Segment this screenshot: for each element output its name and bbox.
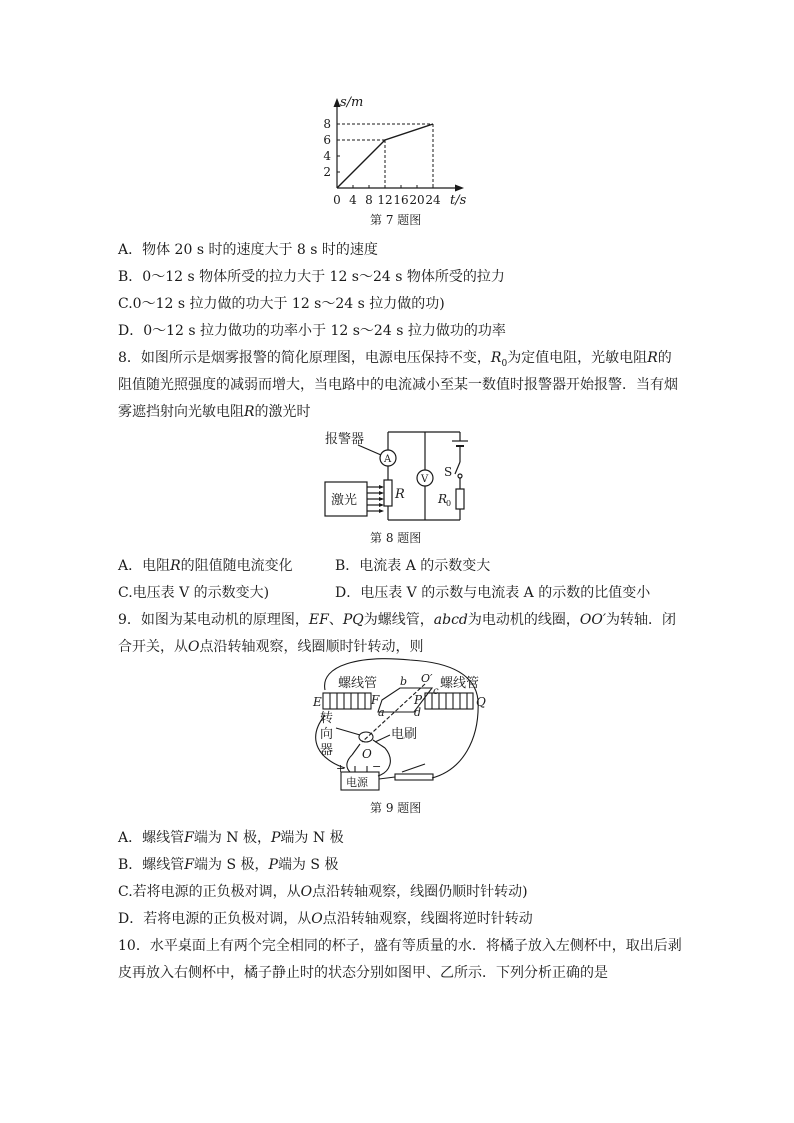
fig9-commutator <box>359 732 373 742</box>
q8-stem-line2: 阻值随光照强度的减弱而增大，当电路中的电流减小至某一数值时报警器开始报警．当有烟 <box>118 377 678 393</box>
fig7-x-arrow <box>455 185 464 192</box>
fig9-label-q: Q <box>476 695 486 709</box>
fig7-ytick-6: 6 <box>323 133 331 147</box>
fig9-label-a: a <box>378 706 385 719</box>
fig9-coil-abcd <box>378 688 432 712</box>
fig8-laser-box <box>325 482 367 516</box>
q9-option-d: D．若将电源的正负极对调，从O点沿转轴观察，线圈将逆时针转动 <box>118 911 533 927</box>
q9-stem-line1: 9．如图为某电动机的原理图，EF、PQ为螺线管，abcd为电动机的线圈，OO′为转轴．闭 <box>118 612 677 628</box>
fig9-caption: 第 9 题图 <box>370 801 422 815</box>
fig7-xtick-8: 8 <box>365 193 373 207</box>
fig8-r0-sub: 0 <box>446 499 452 508</box>
fig7-xtick-0: 0 <box>333 193 341 207</box>
fig9-label-coil-left: 螺线管 <box>338 676 378 691</box>
fig8-switch-label: S <box>444 465 453 479</box>
fig9-label-minus: − <box>372 760 382 773</box>
fig7-ytick-2: 2 <box>323 165 331 179</box>
fig9-label-commutator-3: 器 <box>320 743 334 758</box>
fig7-xtick-20: 20 <box>409 193 425 207</box>
q9-option-c: C.若将电源的正负极对调，从O点沿转轴观察，线圈仍顺时针转动) <box>118 884 528 900</box>
q7-option-a: A．物体 20 s 时的速度大于 8 s 时的速度 <box>118 242 378 258</box>
fig9-label-brush: 电刷 <box>391 727 418 742</box>
fig8-voltmeter-label: V <box>421 474 429 485</box>
fig7-y-arrow <box>334 98 341 107</box>
fig9-label-o2: O′ <box>421 672 433 685</box>
fig8-ammeter-label: A <box>384 454 392 465</box>
fig9-label-commutator-1: 转 <box>320 711 334 726</box>
fig7-xtick-24: 24 <box>425 193 441 207</box>
q7-option-d: D．0～12 s 拉力做功的功率小于 12 s～24 s 拉力做功的功率 <box>118 323 506 339</box>
q10-stem-line1: 10．水平桌面上有两个完全相同的杯子，盛有等质量的水．将橘子放入左侧杯中，取出后剥 <box>118 938 682 954</box>
fig8-alarm-label: 报警器 <box>325 432 365 447</box>
fig9-switch-blade <box>402 764 425 772</box>
fig9-label-power: 电源 <box>346 776 368 789</box>
fig9-solenoid-right <box>425 693 473 709</box>
fig9-label-b: b <box>400 675 408 688</box>
fig9-label-o: O <box>362 747 372 761</box>
q9-option-b: B．螺线管F端为 S 极，P端为 S 极 <box>118 857 339 873</box>
fig8-resistor-r0 <box>456 489 464 509</box>
fig8-laser-label: 激光 <box>331 493 358 508</box>
q8-option-c: C.电压表 V 的示数变大) <box>118 585 270 601</box>
q8-stem-line1: 8．如图所示是烟雾报警的简化原理图，电源电压保持不变，$R_0$为定值电阻，光敏电阻R的 <box>118 350 672 369</box>
q10-stem-line2: 皮再放入右侧杯中，橘子静止时的状态分别如图甲、乙所示．下列分析正确的是 <box>118 965 608 981</box>
fig7-xtick-16: 16 <box>393 193 409 207</box>
q9-option-a: A．螺线管F端为 N 极，P端为 N 极 <box>118 830 344 846</box>
fig9-label-plus: + <box>336 762 346 775</box>
fig9-label-p: P <box>414 693 423 707</box>
fig8-ammeter <box>380 450 396 466</box>
fig7-ytick-8: 8 <box>323 117 331 131</box>
fig8-caption: 第 8 题图 <box>370 531 422 545</box>
fig7-series-line <box>337 124 433 188</box>
fig7-caption: 第 7 题图 <box>370 213 422 227</box>
fig7-xtick-4: 4 <box>349 193 357 207</box>
fig9-label-c: c <box>433 686 439 697</box>
fig8-voltmeter <box>417 470 433 486</box>
fig9-label-e: E <box>313 695 322 709</box>
fig9-solenoid-left <box>323 693 371 709</box>
fig7-ylabel: s/m <box>340 95 364 110</box>
fig8-r-label: R <box>395 487 405 502</box>
fig7-xlabel: t/s <box>450 193 467 208</box>
fig8-photoresistor-r <box>384 480 392 506</box>
fig7-ytick-4: 4 <box>323 149 331 163</box>
q9-stem-line2: 合开关，从O点沿转轴观察，线圈顺时针转动，则 <box>118 639 424 655</box>
q8-stem-line3: 雾遮挡射向光敏电阻R的激光时 <box>118 404 311 420</box>
fig9-label-commutator-2: 向 <box>320 727 334 742</box>
q7-option-c: C.0～12 s 拉力做的功大于 12 s～24 s 拉力做的功) <box>118 296 445 312</box>
fig7-xtick-12: 12 <box>377 193 393 207</box>
fig8-switch <box>455 462 460 474</box>
q7-option-b: B．0～12 s 物体所受的拉力大于 12 s～24 s 物体所受的拉力 <box>118 269 505 285</box>
q8-option-a: A．电阻R的阻值随电流变化 <box>118 558 293 574</box>
fig9-axis <box>362 684 425 742</box>
fig9-label-coil-right: 螺线管 <box>440 676 480 691</box>
fig9-label-f: F <box>371 693 380 707</box>
q8-option-d: D．电压表 V 的示数与电流表 A 的示数的比值变小 <box>335 585 651 601</box>
q8-option-b: B．电流表 A 的示数变大 <box>335 558 491 574</box>
fig9-switch-base <box>395 774 433 780</box>
fig8-r0-label: R <box>438 492 448 506</box>
fig9-power-supply <box>341 772 379 790</box>
fig9-label-d: d <box>414 706 422 719</box>
